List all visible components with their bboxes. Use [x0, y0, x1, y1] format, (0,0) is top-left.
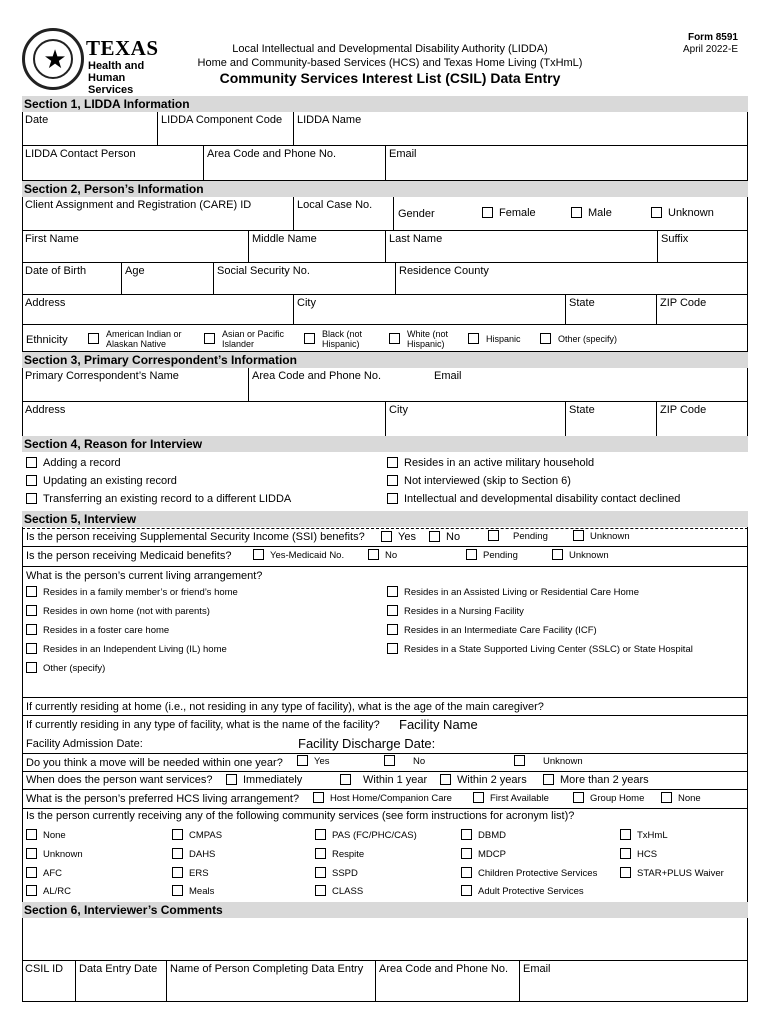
- texas-seal-icon: ★: [22, 28, 84, 90]
- living-il-checkbox[interactable]: Resides in an Independent Living (IL) home: [26, 643, 227, 657]
- correspondent-zip-field[interactable]: ZIP Code: [660, 404, 707, 416]
- section-2-title: Section 2, Person’s Information: [22, 181, 748, 197]
- svc-meals-checkbox[interactable]: Meals: [172, 885, 214, 899]
- eth-black-checkbox[interactable]: [304, 333, 315, 344]
- facility-question: If currently residing in any type of facility, what is the name of the facility?: [26, 719, 380, 731]
- eth-white-checkbox[interactable]: [389, 333, 400, 344]
- eth-api-checkbox[interactable]: [204, 333, 215, 344]
- gender-unknown-checkbox[interactable]: Unknown: [651, 206, 714, 220]
- correspondent-state-field[interactable]: State: [566, 402, 657, 437]
- svc-afc-checkbox[interactable]: AFC: [26, 867, 62, 881]
- gender-female-checkbox[interactable]: Female: [482, 206, 536, 220]
- living-other-checkbox[interactable]: Other (specify): [26, 662, 105, 676]
- form-number: Form 8591: [687, 32, 738, 43]
- ssi-unknown-checkbox[interactable]: Unknown: [573, 530, 630, 544]
- living-assisted-checkbox[interactable]: Resides in an Assisted Living or Residential Care Home: [387, 586, 639, 600]
- state-field[interactable]: State: [566, 295, 657, 324]
- living-icf-checkbox[interactable]: Resides in an Intermediate Care Facility (ICF): [387, 624, 597, 638]
- pref-none-checkbox[interactable]: None: [661, 792, 701, 806]
- zip-field[interactable]: ZIP Code: [660, 297, 707, 309]
- form-date: April 2022-E: [682, 44, 738, 55]
- suffix-field[interactable]: Suffix: [661, 233, 689, 245]
- dob-field[interactable]: Date of Birth: [22, 263, 122, 294]
- residence-county-field[interactable]: Residence County: [399, 265, 489, 277]
- move-unknown-checkbox[interactable]: Unknown: [514, 755, 583, 769]
- section-3-title: Section 3, Primary Correspondent’s Information: [22, 352, 748, 368]
- entry-date-field[interactable]: Data Entry Date: [76, 961, 167, 1002]
- living-foster-checkbox[interactable]: Resides in a foster care home: [26, 624, 169, 638]
- when-1-year-checkbox[interactable]: Within 1 year: [340, 773, 427, 787]
- first-name-field[interactable]: First Name: [22, 231, 249, 262]
- move-no-checkbox[interactable]: No: [384, 755, 425, 769]
- correspondent-phone-field[interactable]: Area Code and Phone No.: [252, 370, 382, 382]
- lidda-phone-field[interactable]: Area Code and Phone No.: [204, 146, 386, 181]
- when-immediately-checkbox[interactable]: Immediately: [226, 773, 302, 787]
- svc-aps-checkbox[interactable]: Adult Protective Services: [461, 885, 584, 899]
- move-yes-checkbox[interactable]: Yes: [297, 755, 330, 769]
- section-1-title: Section 1, LIDDA Information: [22, 96, 748, 112]
- eth-other-checkbox[interactable]: [540, 333, 551, 344]
- svc-cps-checkbox[interactable]: Children Protective Services: [461, 867, 597, 881]
- last-name-field[interactable]: Last Name: [386, 231, 658, 262]
- ssi-no-checkbox[interactable]: No: [429, 530, 460, 544]
- lidda-component-code-field[interactable]: LIDDA Component Code: [158, 112, 294, 145]
- section-6-title: Section 6, Interviewer’s Comments: [22, 902, 748, 918]
- city-field[interactable]: City: [294, 295, 566, 324]
- living-own-home-checkbox[interactable]: Resides in own home (not with parents): [26, 605, 210, 619]
- reason-military-checkbox[interactable]: Resides in an active military household: [387, 456, 594, 470]
- completer-phone-field[interactable]: Area Code and Phone No.: [376, 961, 520, 1002]
- svc-unknown-checkbox[interactable]: Unknown: [26, 848, 83, 862]
- svc-none-checkbox[interactable]: None: [26, 829, 66, 843]
- correspondent-name-field[interactable]: Primary Correspondent’s Name: [22, 368, 249, 401]
- medicaid-no-checkbox[interactable]: No: [368, 549, 397, 563]
- svc-alrc-checkbox[interactable]: AL/RC: [26, 885, 71, 899]
- ssi-pending-checkbox[interactable]: Pending: [488, 530, 548, 544]
- move-question: Do you think a move will be needed within one year?: [26, 757, 283, 769]
- completer-name-field[interactable]: Name of Person Completing Data Entry: [167, 961, 376, 1002]
- page-title: Community Services Interest List (CSIL) Data Entry: [219, 70, 561, 86]
- services-question: Is the person currently receiving any of the following community services (see form instructions for acronym list)?: [26, 810, 575, 822]
- middle-name-field[interactable]: Middle Name: [249, 231, 386, 262]
- living-sslc-checkbox[interactable]: Resides in a State Supported Living Center (SSLC) or State Hospital: [387, 643, 693, 657]
- pref-host-home-checkbox[interactable]: Host Home/Companion Care: [313, 792, 452, 806]
- reason-updating-checkbox[interactable]: Updating an existing record: [26, 474, 177, 488]
- lidda-contact-person-field[interactable]: LIDDA Contact Person: [22, 146, 204, 181]
- caregiver-question: If currently residing at home (i.e., not residing in any type of facility), what is the age of the main caregiver?: [26, 701, 544, 713]
- correspondent-address-field[interactable]: Address: [22, 402, 386, 437]
- svc-hcs-checkbox[interactable]: HCS: [620, 848, 657, 862]
- lidda-email-field[interactable]: Email: [389, 148, 417, 160]
- pref-group-home-checkbox[interactable]: Group Home: [573, 792, 644, 806]
- hhs-logo: [22, 26, 182, 96]
- ssi-question: Is the person receiving Supplemental Security Income (SSI) benefits?: [26, 531, 365, 543]
- admission-date-field[interactable]: Facility Admission Date:: [26, 738, 143, 750]
- svc-dbmd-checkbox[interactable]: DBMD: [461, 829, 506, 843]
- eth-hispanic-checkbox[interactable]: [468, 333, 479, 344]
- header-line-2: Home and Community-based Services (HCS) and Texas Home Living (TxHmL): [197, 57, 583, 69]
- facility-name-field[interactable]: Facility Name: [399, 717, 478, 732]
- medicaid-pending-checkbox[interactable]: Pending: [466, 549, 518, 563]
- age-field[interactable]: Age: [122, 263, 214, 294]
- svc-cmpas-checkbox[interactable]: CMPAS: [172, 829, 222, 843]
- gender-group: Gender Female Male Unknown: [398, 207, 714, 220]
- gender-male-checkbox[interactable]: Male: [571, 206, 612, 220]
- lidda-name-field[interactable]: LIDDA Name: [297, 114, 362, 126]
- ssn-field[interactable]: Social Security No.: [214, 263, 396, 294]
- svc-dahs-checkbox[interactable]: DAHS: [172, 848, 215, 862]
- comments-field[interactable]: [22, 918, 748, 961]
- living-family-checkbox[interactable]: Resides in a family member’s or friend’s home: [26, 586, 238, 600]
- header-line-1: Local Intellectual and Developmental Disability Authority (LIDDA): [232, 43, 548, 55]
- section-4-title: Section 4, Reason for Interview: [22, 436, 748, 452]
- reason-adding-checkbox[interactable]: Adding a record: [26, 456, 121, 470]
- reason-not-interviewed-checkbox[interactable]: Not interviewed (skip to Section 6): [387, 474, 571, 488]
- csil-id-field[interactable]: CSIL ID: [22, 961, 76, 1002]
- svc-star-plus-checkbox[interactable]: STAR+PLUS Waiver: [620, 867, 724, 881]
- logo-subtitle: Health and Human Services: [88, 60, 145, 96]
- svc-pas-checkbox[interactable]: PAS (FC/PHC/CAS): [315, 829, 417, 843]
- reason-transferring-checkbox[interactable]: Transferring an existing record to a different LIDDA: [26, 492, 291, 506]
- svc-class-checkbox[interactable]: CLASS: [315, 885, 363, 899]
- medicaid-question: Is the person receiving Medicaid benefits?: [26, 550, 232, 562]
- svc-sspd-checkbox[interactable]: SSPD: [315, 867, 358, 881]
- medicaid-unknown-checkbox[interactable]: Unknown: [552, 549, 609, 563]
- svc-ers-checkbox[interactable]: ERS: [172, 867, 209, 881]
- eth-aian-checkbox[interactable]: [88, 333, 99, 344]
- logo-texas: TEXAS: [86, 36, 159, 60]
- ethnicity-group: Ethnicity American Indian or Alaskan Native Asian or Pacific Islander Black (not Hispanic) White (not Hispanic) Hispanic Other (specify): [26, 329, 618, 349]
- section-5-title: Section 5, Interview: [22, 511, 748, 527]
- reason-declined-checkbox[interactable]: Intellectual and developmental disability contact declined: [387, 492, 680, 506]
- svc-respite-checkbox[interactable]: Respite: [315, 848, 364, 862]
- preference-question: What is the person’s preferred HCS living arrangement?: [26, 793, 300, 805]
- correspondent-city-field[interactable]: City: [386, 402, 566, 437]
- pref-first-available-checkbox[interactable]: First Available: [473, 792, 549, 806]
- living-question: What is the person’s current living arrangement?: [26, 570, 263, 582]
- ssi-yes-checkbox[interactable]: Yes: [381, 530, 416, 544]
- when-question: When does the person want services?: [26, 774, 213, 786]
- discharge-date-field[interactable]: Facility Discharge Date:: [298, 736, 436, 751]
- local-case-field[interactable]: Local Case No.: [294, 197, 394, 230]
- svc-txhml-checkbox[interactable]: TxHmL: [620, 829, 668, 843]
- completer-email-field[interactable]: Email: [523, 963, 551, 975]
- living-nursing-checkbox[interactable]: Resides in a Nursing Facility: [387, 605, 524, 619]
- svc-mdcp-checkbox[interactable]: MDCP: [461, 848, 506, 862]
- address-field[interactable]: Address: [22, 295, 294, 324]
- correspondent-email-field[interactable]: Email: [434, 370, 462, 382]
- when-more-2-years-checkbox[interactable]: More than 2 years: [543, 773, 649, 787]
- medicaid-yes-checkbox[interactable]: Yes-Medicaid No.: [253, 549, 344, 563]
- date-field[interactable]: Date: [22, 112, 158, 145]
- when-2-years-checkbox[interactable]: Within 2 years: [440, 773, 527, 787]
- care-id-field[interactable]: Client Assignment and Registration (CARE) ID: [22, 197, 294, 230]
